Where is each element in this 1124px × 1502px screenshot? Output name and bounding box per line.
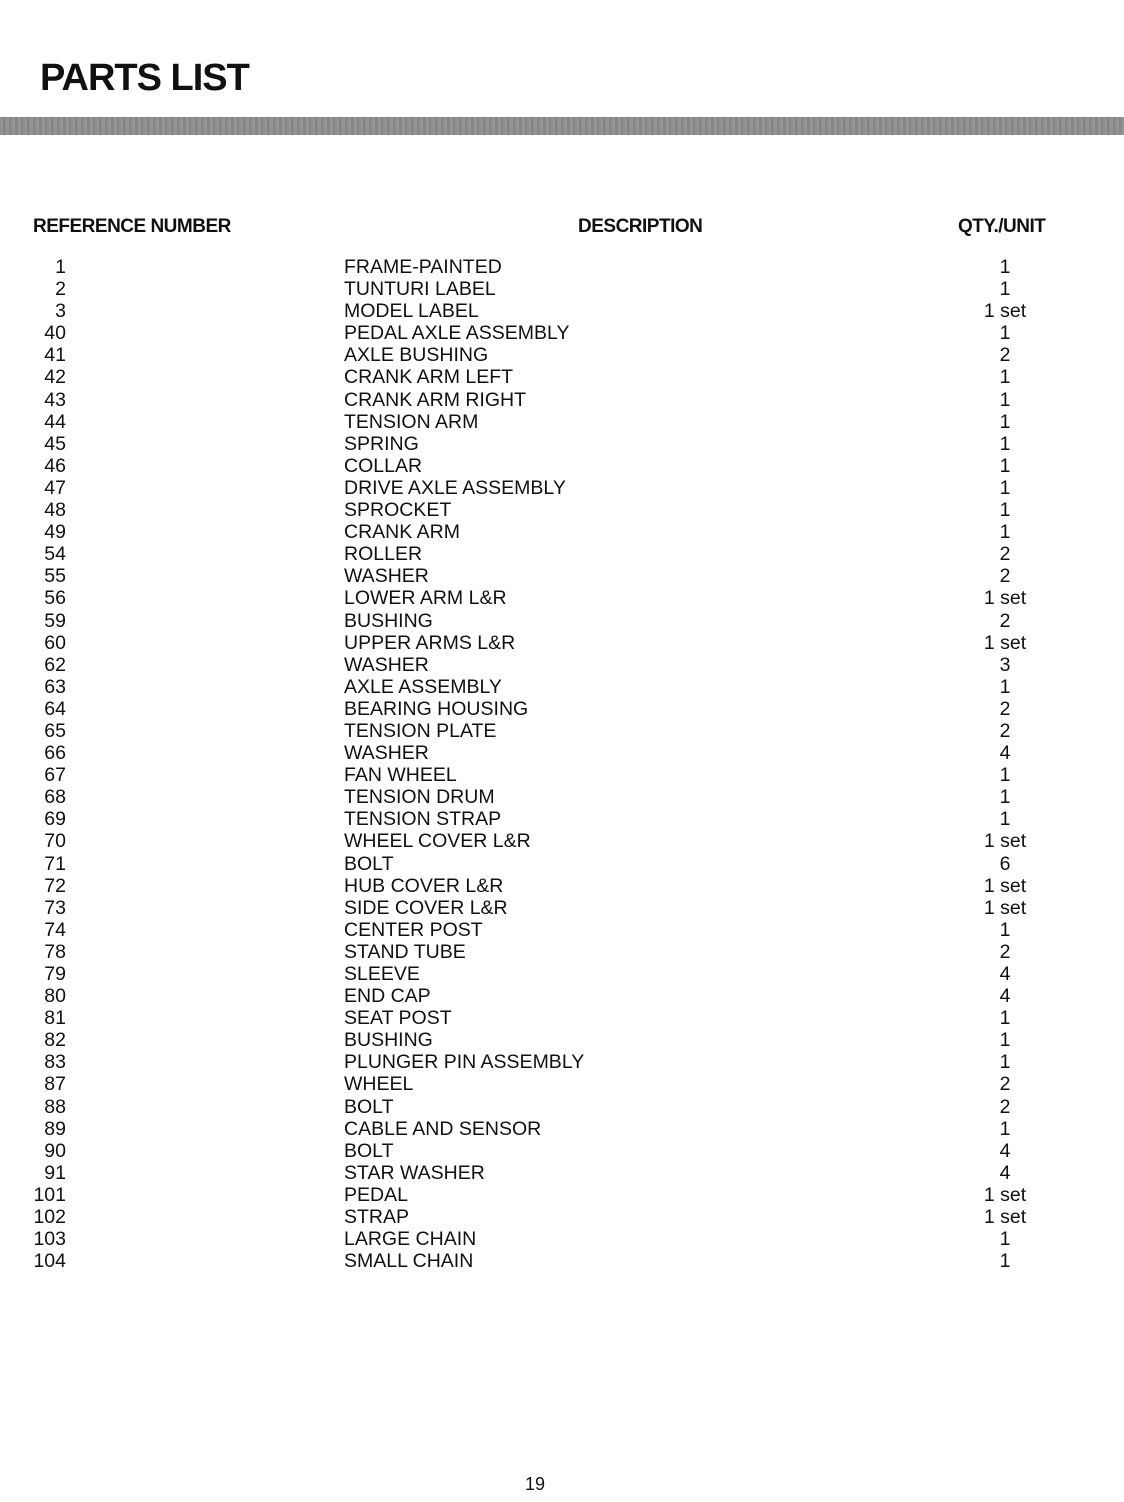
reference-number: 2 xyxy=(55,278,66,301)
reference-number: 54 xyxy=(44,543,66,566)
table-row xyxy=(0,1029,1124,1051)
part-quantity: 1 set xyxy=(983,587,1027,610)
part-description: FAN WHEEL xyxy=(344,764,457,787)
reference-number: 66 xyxy=(44,742,66,765)
part-description: ROLLER xyxy=(344,543,423,566)
table-row xyxy=(0,897,1124,919)
table-row xyxy=(0,632,1124,654)
reference-number: 104 xyxy=(33,1250,66,1273)
table-row xyxy=(0,433,1124,455)
reference-number: 89 xyxy=(44,1117,66,1140)
part-quantity: 1 xyxy=(999,454,1011,477)
reference-number: 62 xyxy=(44,653,66,676)
part-description: PEDAL xyxy=(344,1183,408,1206)
part-quantity: 1 set xyxy=(983,1183,1027,1206)
page-title: PARTS LIST xyxy=(40,57,249,99)
header-description: DESCRIPTION xyxy=(578,216,703,237)
part-quantity: 1 xyxy=(999,278,1011,301)
table-row xyxy=(0,411,1124,433)
part-description: TENSION DRUM xyxy=(344,786,495,809)
part-description: CABLE AND SENSOR xyxy=(344,1117,542,1140)
table-row xyxy=(0,963,1124,985)
part-quantity: 1 xyxy=(999,1250,1011,1273)
part-quantity: 4 xyxy=(999,742,1011,765)
part-description: MODEL LABEL xyxy=(344,300,479,323)
part-quantity: 1 xyxy=(999,432,1011,455)
part-quantity: 4 xyxy=(999,1161,1011,1184)
part-description: WHEEL xyxy=(344,1073,414,1096)
part-description: SPRING xyxy=(344,432,419,455)
header-qty-unit: QTY./UNIT xyxy=(958,216,1046,237)
part-description: DRIVE AXLE ASSEMBLY xyxy=(344,476,566,499)
part-description: AXLE ASSEMBLY xyxy=(344,675,502,698)
table-row xyxy=(0,1206,1124,1228)
part-quantity: 1 xyxy=(999,256,1011,278)
part-description: CRANK ARM RIGHT xyxy=(344,388,527,411)
part-quantity: 2 xyxy=(999,565,1011,588)
reference-number: 82 xyxy=(44,1029,66,1052)
part-quantity: 4 xyxy=(999,985,1011,1008)
part-description: BOLT xyxy=(344,1139,394,1162)
table-row xyxy=(0,853,1124,875)
reference-number: 70 xyxy=(44,830,66,853)
part-description: SEAT POST xyxy=(344,1007,452,1030)
part-description: STAND TUBE xyxy=(344,940,466,963)
reference-number: 78 xyxy=(44,940,66,963)
part-description: BEARING HOUSING xyxy=(344,697,529,720)
table-row xyxy=(0,830,1124,852)
part-quantity: 1 set xyxy=(983,300,1027,323)
reference-number: 46 xyxy=(44,454,66,477)
table-row xyxy=(0,587,1124,609)
part-quantity: 1 xyxy=(999,521,1011,544)
table-row xyxy=(0,764,1124,786)
part-quantity: 1 xyxy=(999,808,1011,831)
table-row xyxy=(0,1051,1124,1073)
reference-number: 40 xyxy=(44,322,66,345)
part-description: SMALL CHAIN xyxy=(344,1250,474,1273)
reference-number: 87 xyxy=(44,1073,66,1096)
part-description: BOLT xyxy=(344,852,394,875)
part-quantity: 1 set xyxy=(983,896,1027,919)
table-row xyxy=(0,875,1124,897)
reference-number: 3 xyxy=(55,300,66,323)
part-description: BOLT xyxy=(344,1095,394,1118)
table-row xyxy=(0,565,1124,587)
reference-number: 64 xyxy=(44,697,66,720)
header-reference-number: REFERENCE NUMBER xyxy=(33,216,231,237)
part-description: FRAME-PAINTED xyxy=(344,256,502,278)
part-description: COLLAR xyxy=(344,454,423,477)
reference-number: 1 xyxy=(55,256,66,278)
reference-number: 102 xyxy=(33,1206,66,1229)
reference-number: 49 xyxy=(44,521,66,544)
table-row xyxy=(0,1096,1124,1118)
reference-number: 81 xyxy=(44,1007,66,1030)
part-quantity: 1 xyxy=(999,764,1011,787)
part-description: WASHER xyxy=(344,742,429,765)
table-row xyxy=(0,808,1124,830)
part-quantity: 6 xyxy=(999,852,1011,875)
reference-number: 83 xyxy=(44,1051,66,1074)
part-description: AXLE BUSHING xyxy=(344,344,489,367)
page-number: 19 xyxy=(524,1474,546,1494)
part-quantity: 1 set xyxy=(983,1206,1027,1229)
table-header xyxy=(0,216,1124,240)
part-quantity: 1 xyxy=(999,1007,1011,1030)
title-rule xyxy=(0,117,1124,135)
table-row xyxy=(0,786,1124,808)
part-quantity: 1 xyxy=(999,476,1011,499)
part-description: CENTER POST xyxy=(344,918,483,941)
part-description: PEDAL AXLE ASSEMBLY xyxy=(344,322,570,345)
reference-number: 72 xyxy=(44,874,66,897)
part-quantity: 1 xyxy=(999,1051,1011,1074)
part-description: TENSION PLATE xyxy=(344,719,497,742)
table-row xyxy=(0,543,1124,565)
part-quantity: 1 xyxy=(999,1117,1011,1140)
table-row xyxy=(0,1184,1124,1206)
part-quantity: 1 xyxy=(999,918,1011,941)
part-quantity: 1 xyxy=(999,388,1011,411)
reference-number: 67 xyxy=(44,764,66,787)
reference-number: 79 xyxy=(44,963,66,985)
reference-number: 80 xyxy=(44,985,66,1008)
part-quantity: 1 xyxy=(999,675,1011,698)
part-quantity: 2 xyxy=(999,1073,1011,1096)
table-row xyxy=(0,322,1124,344)
part-description: WASHER xyxy=(344,653,429,676)
part-description: WHEEL COVER L&R xyxy=(344,830,531,853)
reference-number: 91 xyxy=(44,1161,66,1184)
table-row xyxy=(0,1073,1124,1095)
part-quantity: 1 xyxy=(999,366,1011,389)
part-description: TENSION STRAP xyxy=(344,808,502,831)
part-quantity: 1 set xyxy=(983,631,1027,654)
table-row xyxy=(0,742,1124,764)
part-quantity: 1 xyxy=(999,499,1011,522)
table-row xyxy=(0,1162,1124,1184)
part-description: SIDE COVER L&R xyxy=(344,896,508,919)
part-description: LOWER ARM L&R xyxy=(344,587,507,610)
part-description: CRANK ARM xyxy=(344,521,460,544)
part-quantity: 1 xyxy=(999,410,1011,433)
reference-number: 69 xyxy=(44,808,66,831)
table-row xyxy=(0,256,1124,278)
part-quantity: 2 xyxy=(999,1095,1011,1118)
reference-number: 47 xyxy=(44,476,66,499)
table-row xyxy=(0,698,1124,720)
reference-number: 41 xyxy=(44,344,66,367)
table-row xyxy=(0,1250,1124,1272)
part-description: HUB COVER L&R xyxy=(344,874,504,897)
reference-number: 65 xyxy=(44,719,66,742)
table-row xyxy=(0,1118,1124,1140)
table-row xyxy=(0,300,1124,322)
part-description: PLUNGER PIN ASSEMBLY xyxy=(344,1051,585,1074)
reference-number: 59 xyxy=(44,609,66,632)
parts-list xyxy=(0,256,1124,1272)
part-description: SLEEVE xyxy=(344,963,420,985)
part-description: END CAP xyxy=(344,985,431,1008)
reference-number: 48 xyxy=(44,499,66,522)
reference-number: 44 xyxy=(44,410,66,433)
part-description: BUSHING xyxy=(344,1029,433,1052)
part-description: UPPER ARMS L&R xyxy=(344,631,516,654)
part-description: TUNTURI LABEL xyxy=(344,278,496,301)
part-quantity: 2 xyxy=(999,697,1011,720)
part-quantity: 1 xyxy=(999,322,1011,345)
table-row xyxy=(0,1140,1124,1162)
reference-number: 68 xyxy=(44,786,66,809)
part-description: BUSHING xyxy=(344,609,433,632)
reference-number: 103 xyxy=(33,1228,66,1251)
table-row xyxy=(0,919,1124,941)
table-row xyxy=(0,455,1124,477)
table-row xyxy=(0,941,1124,963)
part-description: STRAP xyxy=(344,1206,410,1229)
reference-number: 45 xyxy=(44,432,66,455)
part-quantity: 4 xyxy=(999,1139,1011,1162)
table-row xyxy=(0,654,1124,676)
part-quantity: 1 xyxy=(999,1029,1011,1052)
part-quantity: 1 xyxy=(999,786,1011,809)
part-description: WASHER xyxy=(344,565,429,588)
reference-number: 71 xyxy=(44,852,66,875)
part-quantity: 2 xyxy=(999,344,1011,367)
reference-number: 60 xyxy=(44,631,66,654)
part-description: STAR WASHER xyxy=(344,1161,485,1184)
part-quantity: 2 xyxy=(999,719,1011,742)
table-row xyxy=(0,720,1124,742)
reference-number: 101 xyxy=(33,1183,66,1206)
part-quantity: 4 xyxy=(999,963,1011,985)
part-quantity: 1 xyxy=(999,1228,1011,1251)
table-row xyxy=(0,610,1124,632)
table-row xyxy=(0,389,1124,411)
part-description: CRANK ARM LEFT xyxy=(344,366,514,389)
table-row xyxy=(0,1007,1124,1029)
reference-number: 63 xyxy=(44,675,66,698)
part-quantity: 2 xyxy=(999,940,1011,963)
table-row xyxy=(0,477,1124,499)
table-row xyxy=(0,499,1124,521)
part-quantity: 2 xyxy=(999,543,1011,566)
reference-number: 42 xyxy=(44,366,66,389)
reference-number: 88 xyxy=(44,1095,66,1118)
reference-number: 90 xyxy=(44,1139,66,1162)
table-row xyxy=(0,1228,1124,1250)
reference-number: 74 xyxy=(44,918,66,941)
table-row xyxy=(0,521,1124,543)
part-quantity: 2 xyxy=(999,609,1011,632)
reference-number: 73 xyxy=(44,896,66,919)
reference-number: 56 xyxy=(44,587,66,610)
table-row xyxy=(0,366,1124,388)
table-row xyxy=(0,676,1124,698)
part-quantity: 1 set xyxy=(983,874,1027,897)
reference-number: 43 xyxy=(44,388,66,411)
table-row xyxy=(0,278,1124,300)
table-row xyxy=(0,344,1124,366)
reference-number: 55 xyxy=(44,565,66,588)
part-description: SPROCKET xyxy=(344,499,452,522)
table-row xyxy=(0,985,1124,1007)
part-description: TENSION ARM xyxy=(344,410,479,433)
part-quantity: 3 xyxy=(999,653,1011,676)
part-quantity: 1 set xyxy=(983,830,1027,853)
part-description: LARGE CHAIN xyxy=(344,1228,477,1251)
